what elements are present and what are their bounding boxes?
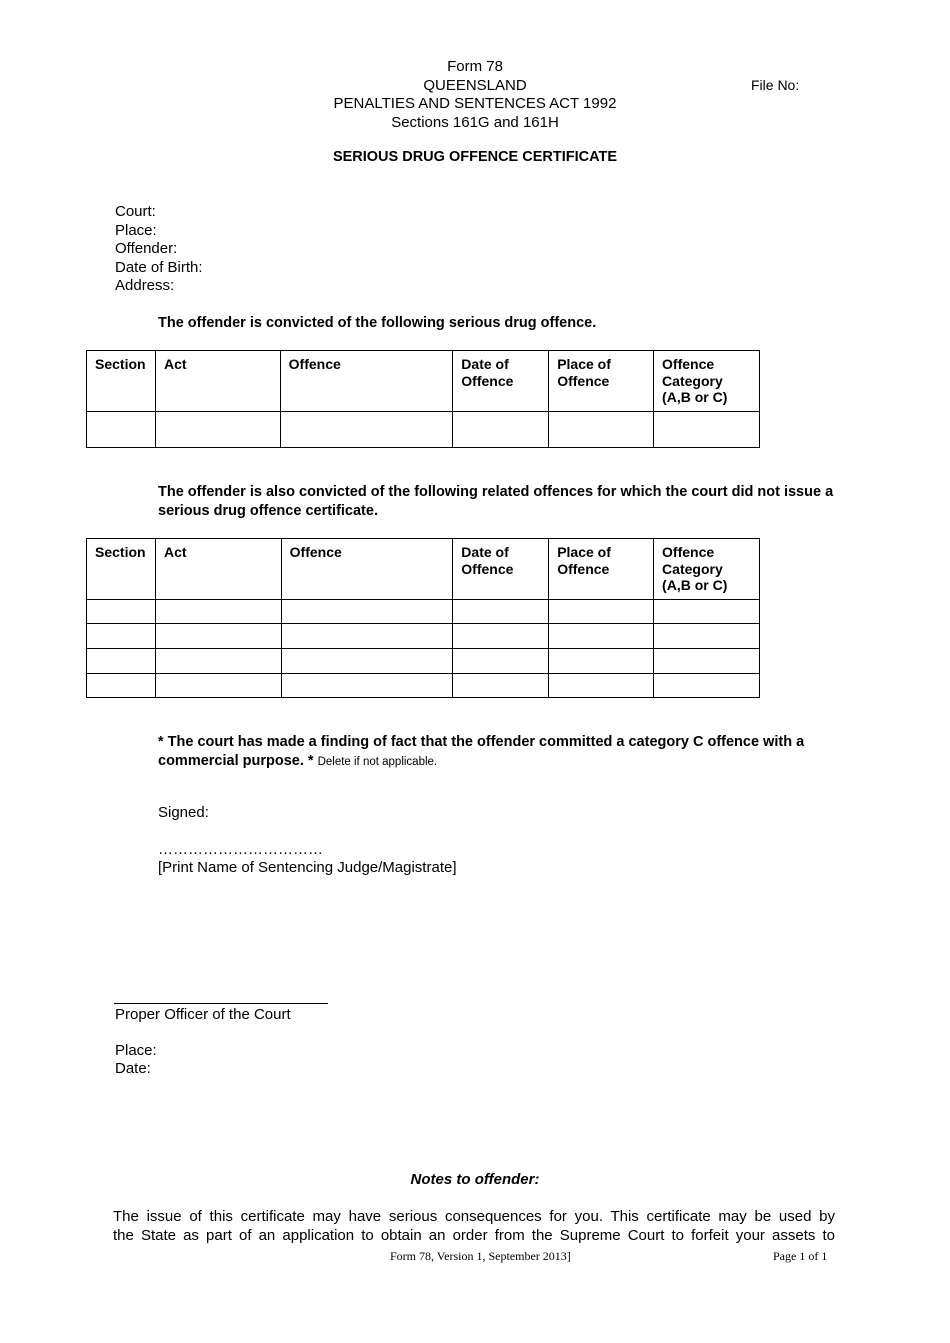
table-cell[interactable]	[549, 648, 654, 673]
column-header-section: Section	[87, 351, 156, 412]
date-of-birth-field-label: Date of Birth:	[115, 258, 203, 276]
table-cell[interactable]	[654, 411, 760, 447]
print-name-label: [Print Name of Sentencing Judge/Magistrate]	[158, 859, 457, 876]
offender-details	[115, 203, 203, 296]
notes-text	[113, 1208, 835, 1245]
notes-line: the State as part of an application to obtain an order from the Supreme Court to forfeit your assets to	[113, 1226, 835, 1244]
notes-line: The issue of this certificate may have serious consequences for you. This certificate may be used by	[113, 1208, 835, 1225]
table-cell[interactable]	[280, 411, 453, 447]
table-row	[87, 673, 760, 697]
table-cell[interactable]	[453, 648, 549, 673]
table-cell[interactable]	[87, 623, 156, 648]
table-row	[87, 648, 760, 673]
related-offences-heading: The offender is also convicted of the following related offences for which the court did not issue a serious drug offence certificate.	[158, 484, 834, 519]
table-header-row	[87, 539, 760, 600]
table-cell[interactable]	[281, 599, 453, 623]
column-header-offence-category: Offence Category (A,B or C)	[654, 351, 760, 412]
finding-note: Delete if not applicable.	[317, 755, 438, 768]
table-cell[interactable]	[549, 599, 654, 623]
proper-officer-label: Proper Officer of the Court	[115, 1006, 291, 1023]
form-header	[300, 58, 650, 132]
form-version: Form 78, Version 1, September 2013]	[390, 1249, 571, 1263]
column-header-section: Section	[87, 539, 156, 600]
column-header-date-of-offence: Date of Offence	[453, 351, 549, 412]
commercial-purpose-finding	[158, 733, 838, 771]
notes-heading: Notes to offender:	[410, 1171, 540, 1188]
table-cell[interactable]	[155, 599, 281, 623]
table-cell[interactable]	[453, 623, 549, 648]
table-row	[87, 411, 760, 447]
table-row	[87, 599, 760, 623]
table-cell[interactable]	[654, 673, 760, 697]
place-field-label: Place:	[115, 221, 157, 239]
file-no-label: File No:	[751, 77, 800, 93]
column-header-act: Act	[155, 539, 281, 600]
officer-place-label: Place:	[115, 1042, 157, 1059]
table-cell[interactable]	[87, 411, 156, 447]
table-cell[interactable]	[87, 599, 156, 623]
signed-label: Signed:	[158, 804, 209, 821]
court-field-label: Court:	[115, 203, 156, 220]
table-row	[87, 623, 760, 648]
state-name: QUEENSLAND	[423, 76, 527, 94]
table-cell[interactable]	[549, 623, 654, 648]
table-cell[interactable]	[654, 623, 760, 648]
table-cell[interactable]	[87, 673, 156, 697]
act-name: PENALTIES AND SENTENCES ACT 1992	[333, 95, 617, 112]
address-field-label: Address:	[115, 277, 175, 294]
table-header-row	[87, 351, 760, 412]
table-cell[interactable]	[453, 411, 549, 447]
column-header-act: Act	[155, 351, 280, 412]
related-offences-table	[86, 538, 760, 698]
column-header-date-of-offence: Date of Offence	[453, 539, 549, 600]
offender-field-label: Offender:	[115, 240, 178, 257]
column-header-place-of-offence: Place of Offence	[549, 539, 654, 600]
table-cell[interactable]	[549, 411, 654, 447]
table-cell[interactable]	[281, 673, 453, 697]
signature-line: ……………………………	[158, 841, 323, 858]
table-cell[interactable]	[155, 673, 281, 697]
serious-offence-heading: The offender is convicted of the following serious drug offence.	[158, 315, 597, 331]
page-number: Page 1 of 1	[773, 1249, 828, 1263]
table-cell[interactable]	[453, 673, 549, 697]
table-cell[interactable]	[281, 623, 453, 648]
page-title: SERIOUS DRUG OFFENCE CERTIFICATE	[332, 149, 618, 165]
column-header-offence-category: Offence Category (A,B or C)	[654, 539, 760, 600]
table-cell[interactable]	[654, 648, 760, 673]
table-cell[interactable]	[654, 599, 760, 623]
column-header-place-of-offence: Place of Offence	[549, 351, 654, 412]
finding-statement: * The court has made a finding of fact that the offender committed a category C offence with a commercial purpose. *	[158, 734, 805, 769]
table-cell[interactable]	[87, 648, 156, 673]
column-header-offence: Offence	[281, 539, 453, 600]
table-cell[interactable]	[155, 623, 281, 648]
table-cell[interactable]	[453, 599, 549, 623]
table-cell[interactable]	[549, 673, 654, 697]
table-cell[interactable]	[155, 648, 281, 673]
table-cell[interactable]	[281, 648, 453, 673]
form-number: Form 78	[447, 58, 503, 75]
table-cell[interactable]	[155, 411, 280, 447]
officer-signature-line	[114, 1003, 328, 1004]
column-header-offence: Offence	[280, 351, 453, 412]
act-sections: Sections 161G and 161H	[391, 113, 559, 131]
officer-date-label: Date:	[115, 1060, 151, 1077]
serious-offence-table	[86, 350, 760, 448]
